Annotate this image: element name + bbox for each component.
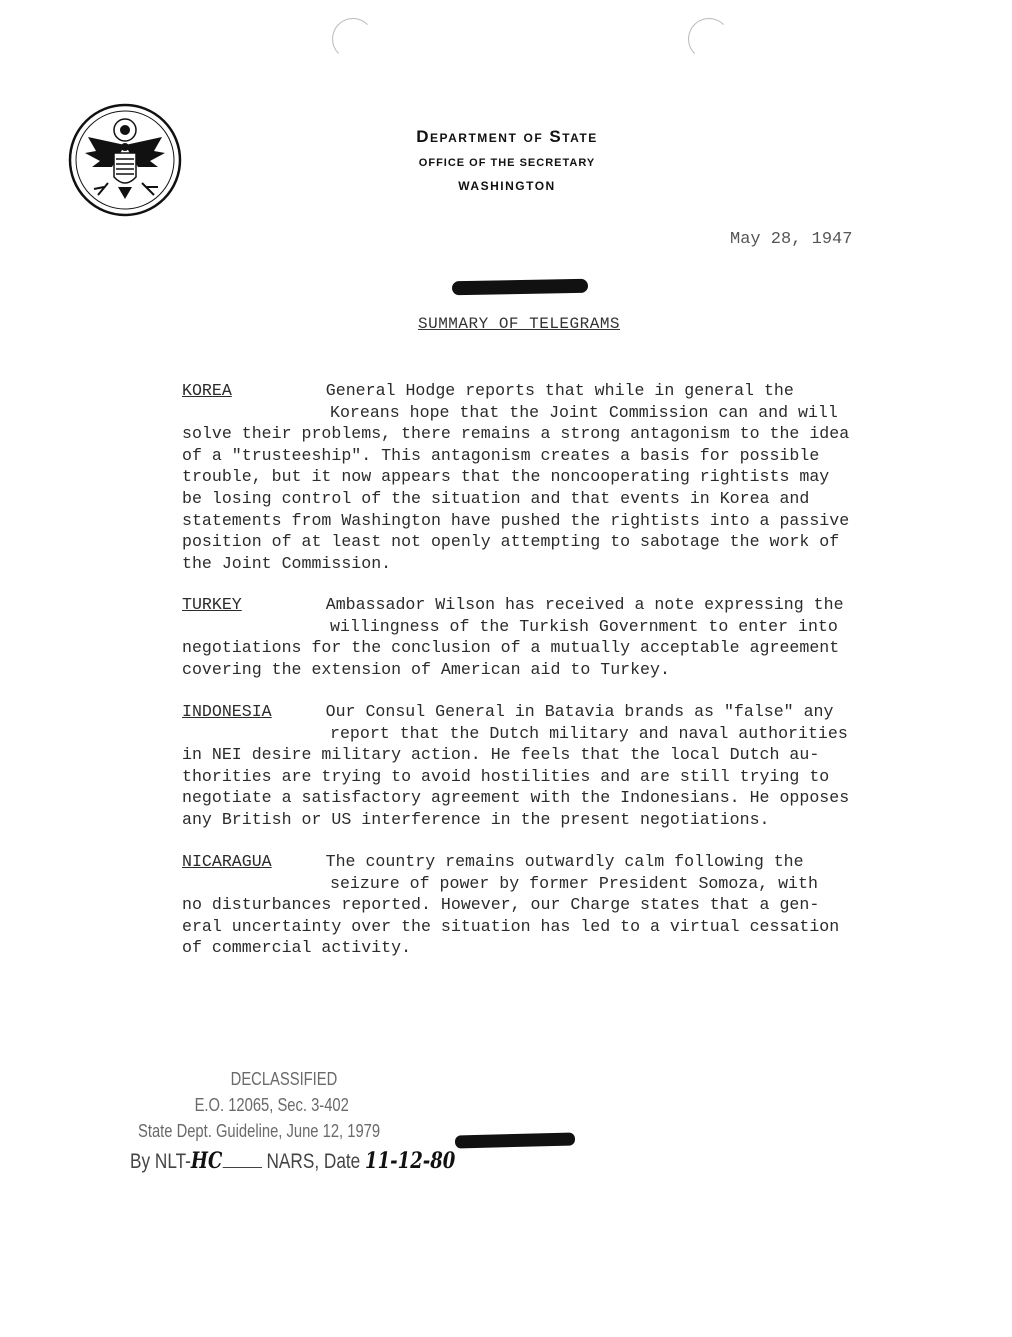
section-line: eral uncertainty over the situation has led to a virtual cessation [182,916,840,936]
declassification-stamp [138,1066,380,1144]
letterhead-department [372,127,642,147]
section-line: statements from Washington have pushed the rightists into a passive [182,510,850,530]
declassified-label: DECLASSIFIED [230,1069,338,1089]
section-heading: KOREA [182,381,232,400]
department-seal-icon [68,103,182,217]
document-date: May 28, 1947 [730,230,853,249]
nars-date-label: NARS, Date [266,1150,361,1173]
section-line: The country remains outwardly calm following the [325,852,804,871]
section-line: report that the Dutch military and naval authorities [330,723,848,743]
section-line: negotiations for the conclusion of a mutually acceptable agreement [182,638,840,658]
section-nicaragua [182,851,922,959]
section-line: no disturbances reported. However, our Charge states that a gen- [182,895,820,915]
section-line: covering the extension of American aid to Turkey. [182,659,670,679]
section-line: the Joint Commission. [182,553,392,573]
section-line: any British or US interference in the present negotiations. [182,809,770,829]
section-line: willingness of the Turkish Government to enter into [330,616,838,636]
guideline-ref: State Dept. Guideline, June 12, 1979 [138,1121,381,1141]
section-heading: TURKEY [182,595,242,614]
section-first-line [182,701,922,723]
section-line: General Hodge reports that while in general the [325,381,794,400]
section-first-line [182,380,922,402]
handwritten-initials: HC [190,1148,223,1174]
letterhead-city: WASHINGTON [458,179,556,193]
executive-order-ref: E.O. 12065, Sec. 3-402 [194,1095,349,1115]
classification-redaction [452,279,588,295]
section-first-line [182,594,922,616]
document-title: SUMMARY OF TELEGRAMS [418,315,621,333]
section-line: negotiate a satisfactory agreement with the Indonesians. He opposes [182,788,850,808]
section-line: Our Consul General in Batavia brands as "false" any [325,702,834,721]
section-first-line [182,851,922,873]
hole-punch-left [332,18,374,60]
section-korea [182,380,922,574]
hole-punch-right [688,18,730,60]
section-line: trouble, but it now appears that the noncooperating rightists may [182,467,830,487]
section-line: solve their problems, there remains a strong antagonism to the idea [182,424,850,444]
section-heading: NICARAGUA [182,852,272,871]
stamp-redaction [455,1132,575,1148]
section-line: Koreans hope that the Joint Commission can and will [330,402,838,422]
department-name: Department of State [416,127,598,146]
section-line: Ambassador Wilson has received a note expressing the [325,595,844,614]
section-line: be losing control of the situation and that events in Korea and [182,488,810,508]
blank-line [222,1167,261,1168]
declassification-authority [130,1148,455,1174]
section-line: thorities are trying to avoid hostilities and are still trying to [182,766,830,786]
section-heading: INDONESIA [182,702,272,721]
section-line: of a "trusteeship". This antagonism creates a basis for possible [182,445,820,465]
section-line: of commercial activity. [182,938,412,958]
section-turkey [182,594,922,680]
section-line: in NEI desire military action. He feels that the local Dutch au- [182,745,820,765]
section-indonesia [182,701,922,831]
section-line: position of at least not openly attempting to sabotage the work of [182,532,840,552]
section-line: seizure of power by former President Somoza, with [330,873,818,893]
handwritten-date: 11-12-80 [365,1148,456,1174]
letterhead [372,127,642,193]
letterhead-office: OFFICE OF THE SECRETARY [418,157,596,169]
by-prefix: By NLT- [130,1150,191,1173]
